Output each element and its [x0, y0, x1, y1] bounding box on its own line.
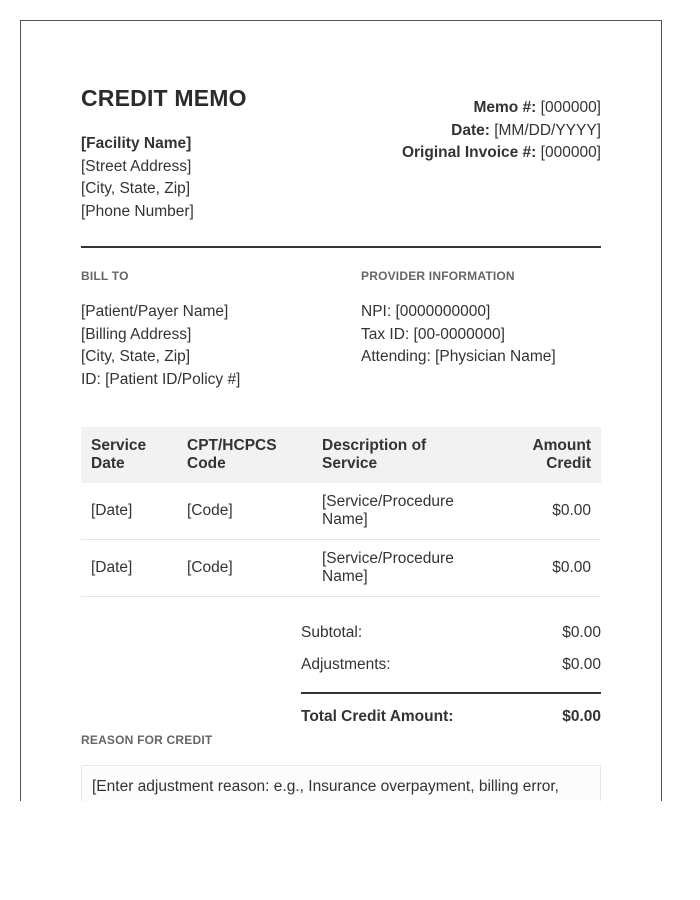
original-invoice-value: [000000]: [540, 144, 601, 161]
provider-tax-id: Tax ID: [00-0000000]: [361, 325, 505, 343]
cell-amount-credit: $0.00: [492, 483, 601, 540]
bill-to-city: [City, State, Zip]: [81, 348, 191, 365]
header-description: Description of Service: [312, 427, 492, 483]
header-divider: [81, 246, 601, 248]
facility-name: [Facility Name]: [81, 135, 192, 152]
totals-divider: [301, 692, 601, 694]
cell-service-date: [Date]: [81, 483, 177, 540]
total-credit-row: [301, 708, 601, 726]
cell-description: [Service/Procedure Name]: [312, 540, 492, 597]
cell-cpt-code: [Code]: [177, 540, 312, 597]
memo-date-value: [MM/DD/YYYY]: [494, 121, 601, 139]
facility-street: [Street Address]: [81, 157, 192, 175]
original-invoice-row: [402, 142, 601, 165]
cell-amount-credit: $0.00: [492, 540, 601, 597]
original-invoice-label: Original Invoice #:: [401, 144, 537, 161]
reason-label: REASON FOR CREDIT: [81, 733, 213, 747]
header-amount-credit: Amount Credit: [492, 427, 601, 483]
memo-number-label: Memo #:: [473, 99, 537, 116]
bill-to-address: [Billing Address]: [81, 325, 192, 343]
cell-cpt-code: [Code]: [177, 483, 312, 540]
total-credit-value: $0.00: [562, 708, 601, 725]
adjustments-label: Adjustments:: [301, 656, 391, 673]
memo-date-row: [402, 120, 601, 143]
totals-block: [301, 624, 601, 725]
reason-text: [Enter adjustment reason: e.g., Insurance overpayment, billing error,: [92, 778, 559, 795]
provider-npi: NPI: [0000000000]: [361, 303, 491, 320]
provider-attending: Attending: [Physician Name]: [361, 348, 556, 365]
bill-to-name: [Patient/Payer Name]: [81, 303, 229, 320]
cell-service-date: [Date]: [81, 540, 177, 597]
cell-description: [Service/Procedure Name]: [312, 483, 492, 540]
provider-info-label: PROVIDER INFORMATION: [361, 269, 515, 283]
memo-date-label: Date:: [451, 121, 490, 139]
facility-block: [81, 133, 194, 223]
bill-to-block: [81, 301, 240, 391]
services-table: [81, 427, 601, 597]
subtotal-value: $0.00: [562, 624, 601, 641]
table-row: [81, 483, 601, 540]
bill-to-label: BILL TO: [81, 269, 129, 283]
adjustments-row: [301, 656, 601, 688]
reason-box: [81, 765, 601, 801]
document-title: CREDIT MEMO: [81, 85, 247, 111]
memo-meta: [402, 97, 601, 165]
bill-to-id: ID: [Patient ID/Policy #]: [81, 370, 241, 388]
adjustments-value: $0.00: [562, 656, 601, 673]
header-service-date: Service Date: [81, 427, 177, 483]
total-credit-label: Total Credit Amount:: [301, 708, 454, 725]
credit-memo-document: [20, 20, 662, 801]
header-cpt-code: CPT/HCPCS Code: [177, 427, 312, 483]
table-header-row: [81, 427, 601, 483]
facility-city: [City, State, Zip]: [81, 180, 191, 197]
subtotal-label: Subtotal:: [301, 624, 363, 641]
subtotal-row: [301, 624, 601, 656]
memo-number-row: [402, 97, 601, 120]
provider-block: [361, 301, 556, 369]
memo-number-value: [000000]: [540, 99, 601, 116]
table-row: [81, 540, 601, 597]
facility-phone: [Phone Number]: [81, 202, 194, 220]
